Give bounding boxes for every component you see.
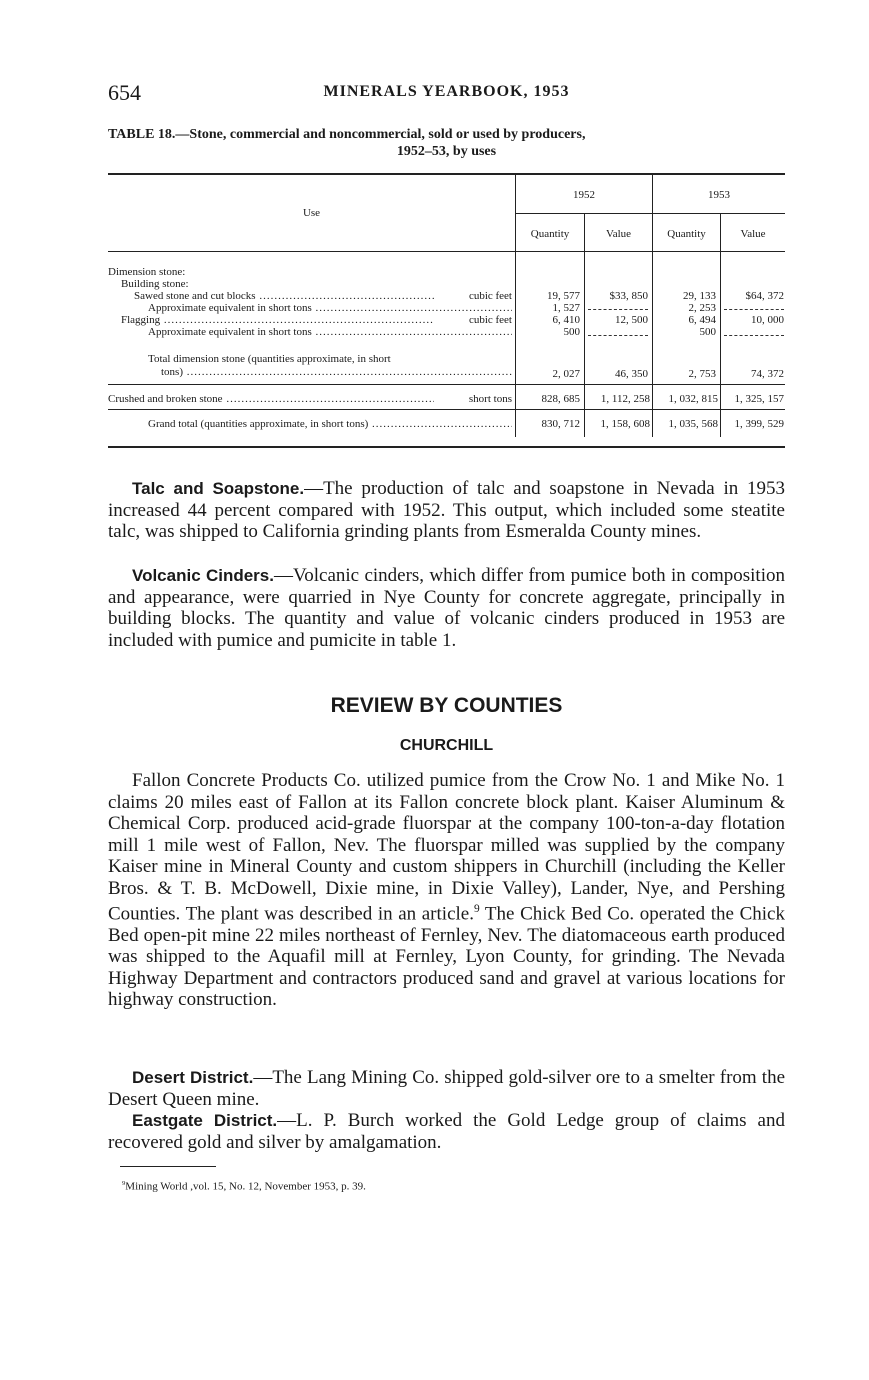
- row-label-approx-2: Approximate equivalent in short tons .....: [148, 326, 512, 338]
- cell-flagging-v1952: 12, 500: [615, 314, 648, 326]
- churchill-text-1: Fallon Concrete Products Co. utilized pumice from the Crow No. 1 and Mike No. 1 claims 20 miles east of Fallon at its Fallon concrete block plant. Kaiser Aluminum & Chemical Corp. produced acid-grade fluorspar at the company 100-ton-a-day flotation mill 1 mile west of Fallon, Nev. The fluorspar milled was supplied by the company Kaiser mine in Mineral County and custom shippers in Churchill (including the Keller Bros. & T. B. McDowell, Dixie mine, in Dixie Valley), Lander, Nye, and Pershing Counties. The plant was described in an article.: [108, 770, 785, 925]
- footnote-mark: 9: [122, 1180, 126, 1187]
- row-label-building-stone: Building stone:: [121, 278, 189, 290]
- cell-grand-total-v1953: 1, 399, 529: [734, 418, 784, 430]
- row-label-sawed: Sawed stone and cut blocks .....: [134, 290, 434, 302]
- row-label-grand-total: Grand total (quantities approximate, in short tons) .....: [148, 418, 512, 430]
- cell-grand-total-q1953: 1, 035, 568: [668, 418, 718, 430]
- footnote-text: Mining World ,vol. 15, No. 12, November 1953, p. 39.: [125, 1180, 366, 1193]
- footnote-divider: [120, 1166, 216, 1167]
- cell-crushed-q1952: 828, 685: [541, 393, 580, 405]
- cell-sawed-v1953: $64, 372: [745, 290, 784, 302]
- churchill-paragraph: [108, 770, 785, 1011]
- section-title: REVIEW BY COUNTIES: [330, 694, 563, 717]
- desert-text: —The Lang Mining Co. shipped gold-silver ore to a smelter from the Desert Queen mine.: [108, 1067, 786, 1110]
- col-header-value-1953: Value: [740, 228, 766, 240]
- cell-grand-total-v1952: 1, 158, 608: [600, 418, 650, 430]
- col-header-value-1952: Value: [605, 228, 632, 240]
- eastgate-text: —L. P. Burch worked the Gold Ledge group of claims and recovered gold and silver by amalgamation.: [108, 1110, 785, 1153]
- cell-total-dimension-q1952: 2, 027: [552, 368, 580, 380]
- cell-flagging-q1953: 6, 494: [688, 314, 716, 326]
- cinders-paragraph: [108, 565, 785, 651]
- desert-paragraph: [108, 1067, 785, 1110]
- row-unit-flagging: cubic feet: [468, 314, 512, 326]
- row-label-total-dimension-1: Total dimension stone (quantities approximate, in short: [148, 353, 391, 365]
- cell-approx1-q1953: 2, 253: [688, 302, 716, 314]
- row-label-dimension-stone: Dimension stone:: [108, 266, 186, 278]
- eastgate-paragraph: [108, 1110, 785, 1153]
- row-label-flagging: Flagging .....: [121, 314, 434, 326]
- table-title-line2: 1952–53, by uses: [396, 144, 497, 159]
- cell-crushed-v1953: 1, 325, 157: [734, 393, 784, 405]
- row-label-total-dimension-2: tons) .....: [161, 366, 512, 378]
- running-head: [108, 80, 785, 108]
- cell-sawed-q1952: 19, 577: [547, 290, 580, 302]
- cell-crushed-q1953: 1, 032, 815: [668, 393, 718, 405]
- cell-total-dimension-q1953: 2, 753: [688, 368, 716, 380]
- cell-sawed-q1953: 29, 133: [683, 290, 716, 302]
- col-header-quantity-1952: Quantity: [530, 228, 570, 240]
- table-title-line1: TABLE 18.—Stone, commercial and noncommercial, sold or used by producers,: [108, 127, 586, 142]
- row-label-crushed: Crushed and broken stone .....: [108, 393, 434, 405]
- cell-approx2-q1952: 500: [563, 326, 580, 338]
- churchill-text-2: The Chick Bed Co. operated the Chick Bed open-pit mine 22 miles northeast of Fernley, Nev. The diatomaceous earth produced was shipped to the Aquafil mill at Fernley, Lyon County, for grinding. The Nevada Highway Department and contractors produced sand and gravel at various locations for highway construction.: [108, 903, 785, 1011]
- cell-sawed-v1952: $33, 850: [609, 290, 648, 302]
- cell-crushed-v1952: 1, 112, 258: [600, 393, 650, 405]
- running-title: MINERALS YEARBOOK, 1953: [323, 83, 570, 100]
- col-header-quantity-1953: Quantity: [667, 228, 706, 240]
- talc-heading: Talc and Soapstone.: [132, 479, 305, 498]
- eastgate-heading: Eastgate District.: [132, 1111, 278, 1130]
- row-unit-crushed: short tons: [468, 393, 512, 405]
- row-unit-sawed: cubic feet: [468, 290, 512, 302]
- cell-grand-total-q1952: 830, 712: [541, 418, 580, 430]
- cinders-text: —Volcanic cinders, which differ from pumice both in composition and appearance, were quarried in Nye County for concrete aggregate, principally in building blocks. The quantity and value of volcanic cinders produced in 1953 are included with pumice and pumicite in table 1.: [108, 565, 785, 651]
- cell-flagging-v1953: 10, 000: [751, 314, 784, 326]
- talc-paragraph: [108, 478, 785, 543]
- cell-total-dimension-v1952: 46, 350: [615, 368, 648, 380]
- table-title: [108, 126, 785, 160]
- cell-total-dimension-v1953: 74, 372: [751, 368, 784, 380]
- col-header-use: Use: [302, 207, 321, 219]
- footnote-ref: 9: [473, 903, 480, 915]
- row-label-approx-1: Approximate equivalent in short tons .....: [148, 302, 512, 314]
- desert-heading: Desert District.: [132, 1068, 254, 1087]
- talc-text: —The production of talc and soapstone in Nevada in 1953 increased 44 percent compared with 1952. This output, which included some steatite talc, was shipped to California grinding plants from Esmeralda County mines.: [108, 478, 785, 542]
- col-header-1953: 1953: [708, 189, 730, 201]
- col-header-1952: 1952: [573, 189, 595, 201]
- county-heading: CHURCHILL: [399, 737, 494, 754]
- cinders-heading: Volcanic Cinders.: [132, 566, 274, 585]
- cell-flagging-q1952: 6, 410: [552, 314, 580, 326]
- footnote: [122, 1180, 366, 1193]
- cell-approx1-q1952: 1, 527: [552, 302, 580, 314]
- cell-approx2-q1953: 500: [699, 326, 716, 338]
- page-number: 654: [108, 80, 141, 105]
